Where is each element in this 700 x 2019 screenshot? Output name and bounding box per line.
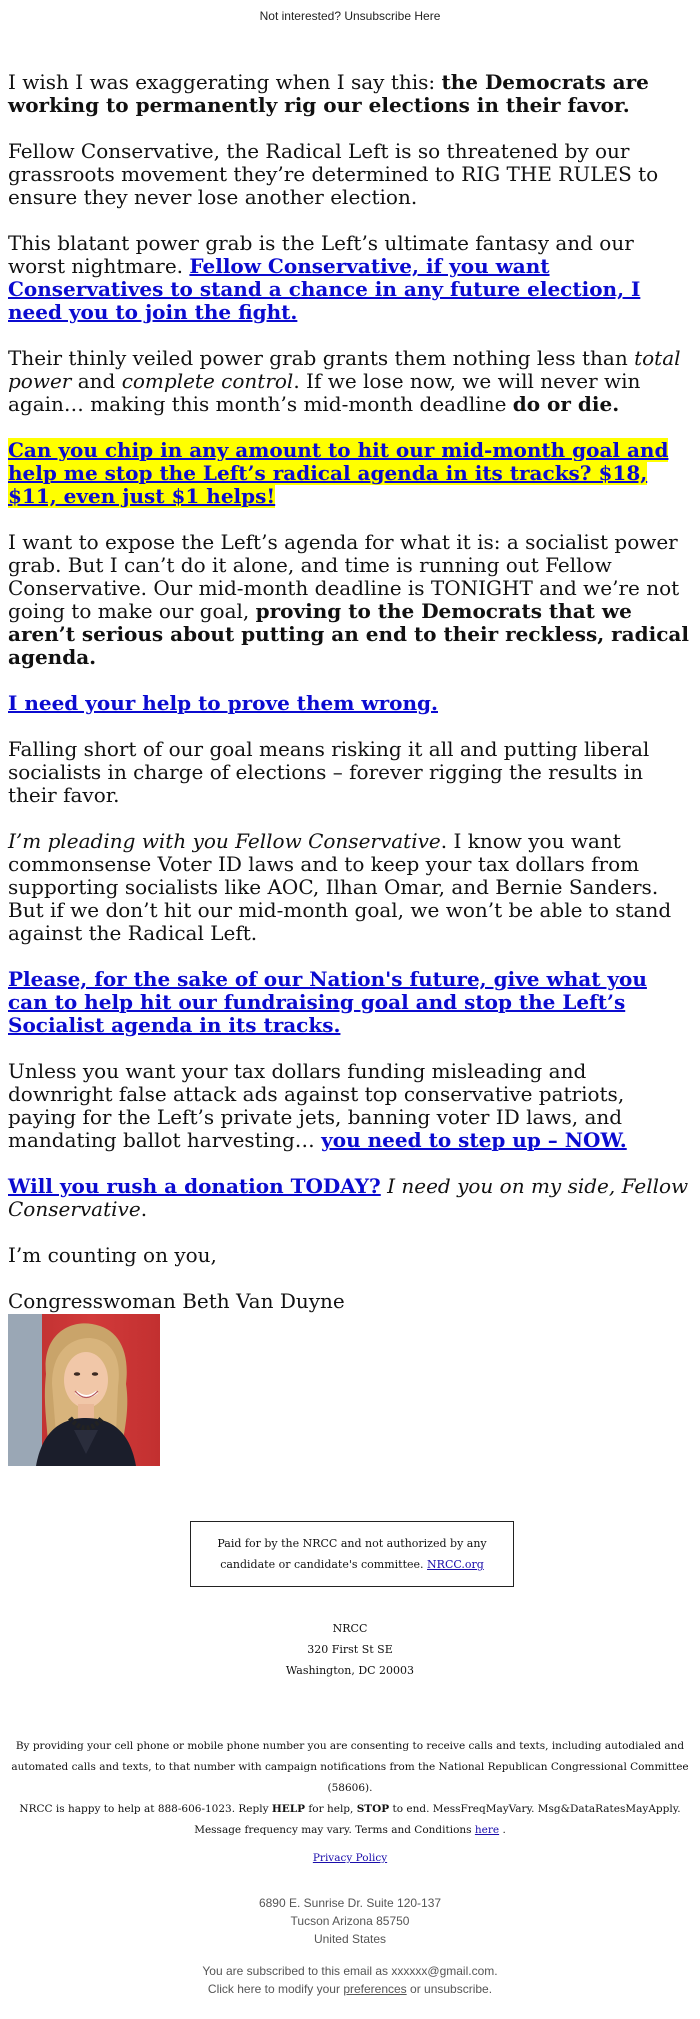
nations-future-donation-link[interactable]: Please, for the sake of our Nation's future, give what you can to help hit our fundraising goal and stop the Left’s Socialist agenda in its tracks. — [8, 967, 647, 1037]
italic-text: complete control — [121, 369, 294, 393]
terms-here-link[interactable]: here — [474, 1824, 500, 1836]
text: or unsubscribe. — [406, 1982, 493, 1996]
text: This blatant power grab is the Left’s ultimate fantasy and our worst nightmare. — [8, 231, 634, 278]
letter-body — [0, 33, 700, 1466]
preferences-link[interactable]: preferences — [343, 1982, 407, 1996]
paragraph: Falling short of our goal means risking it all and putting liberal socialists in charge of elections – forever rigging the results in their favor. — [8, 737, 650, 807]
bold-text: do or die. — [512, 392, 620, 416]
paid-for-disclaimer — [190, 1521, 514, 1587]
paragraph — [8, 439, 692, 508]
italic-text: total power — [8, 346, 681, 393]
prove-them-wrong-link[interactable]: I need your help to prove them wrong. — [8, 691, 438, 715]
bold-text: proving to the Democrats that we aren’t serious about putting an end to their reckless, radical agenda. — [8, 599, 689, 669]
italic-text: I’m pleading with you Fellow Conservative — [8, 829, 441, 853]
subscription-footer — [0, 1962, 700, 1998]
paragraph — [8, 347, 692, 416]
footer-address — [0, 1894, 700, 1948]
text: NRCC is happy to help at 888-606-1023. Reply — [19, 1803, 272, 1815]
text: . — [499, 1824, 506, 1836]
paragraph — [8, 232, 692, 324]
portrait-photo — [8, 1314, 160, 1466]
text: Click here to modify your — [207, 1982, 344, 1996]
paragraph — [8, 968, 692, 1037]
privacy-policy-link[interactable]: Privacy Policy — [312, 1852, 388, 1864]
paragraph — [8, 1060, 692, 1152]
address-line: 320 First St SE — [307, 1643, 393, 1656]
text: Their thinly veiled power grab grants them nothing less than — [8, 346, 635, 370]
rush-donation-link[interactable]: Will you rush a donation TODAY? — [8, 1174, 381, 1198]
paragraph — [8, 531, 692, 669]
bold-text: the Democrats are working to permanently rig our elections in their favor. — [8, 70, 649, 117]
help-keyword: HELP — [271, 1803, 306, 1815]
text: for help, — [305, 1803, 357, 1815]
address-line: United States — [313, 1932, 387, 1946]
sms-consent-text: By providing your cell phone or mobile phone number you are consenting to receive calls and texts, including autodialed and automated calls and texts, to that number with campaign notifications from the National Republican Congressional Committee (58606). — [11, 1740, 689, 1794]
subscribed-email-text: You are subscribed to this email as xxxxxx@gmail.com. — [202, 1964, 498, 1978]
text: . — [140, 1197, 148, 1221]
address-line: 6890 E. Sunrise Dr. Suite 120-137 — [258, 1896, 442, 1910]
paragraph — [8, 1175, 692, 1221]
privacy-section — [0, 1852, 700, 1864]
text: . If we lose now, we will never win again… making this month’s mid-month deadline — [8, 369, 641, 416]
closing-line: I’m counting on you, — [8, 1243, 217, 1267]
join-fight-link[interactable]: Fellow Conservative, if you want Conservatives to stand a chance in any future election, I need you to join the fight. — [8, 254, 641, 324]
unsubscribe-link[interactable]: Not interested? Unsubscribe Here — [259, 9, 441, 23]
sms-help-text — [6, 1799, 694, 1841]
text: to end. MessFreqMayVary. Msg&DataRatesMayApply. Message frequency may vary. Terms and Conditions — [194, 1803, 681, 1836]
nrcc-address — [0, 1618, 700, 1681]
text: and — [71, 369, 122, 393]
disclaimer-text: Paid for by the NRCC and not authorized by any candidate or candidate's committee. — [217, 1537, 487, 1571]
address-line: Washington, DC 20003 — [285, 1664, 415, 1677]
text: I want to expose the Left’s agenda for what it is: a socialist power grab. But I can’t do it alone, and time is running out Fellow Conservative. Our mid-month deadline is TONIGHT and we’re not going to make our goal, — [8, 530, 680, 623]
paragraph — [8, 692, 692, 715]
chip-in-donation-link[interactable]: Can you chip in any amount to hit our mid-month goal and help me stop the Left’s radical agenda in its tracks? $18, $11, even just $1 helps! — [8, 438, 669, 508]
address-line: Tucson Arizona 85750 — [290, 1914, 410, 1928]
modify-preferences-line — [0, 1980, 700, 1998]
paragraph: Fellow Conservative, the Radical Left is so threatened by our grassroots movement they’re determined to RIG THE RULES to ensure they never lose another election. — [8, 139, 659, 209]
signature-name: Congresswoman Beth Van Duyne — [8, 1289, 345, 1313]
paragraph — [8, 830, 692, 945]
text: . I know you want commonsense Voter ID laws and to keep your tax dollars from supporting socialists like AOC, Ilhan Omar, and Bernie Sanders. But if we don’t hit our mid-month goal, we won’t be able to stand against the Radical Left. — [8, 829, 672, 945]
italic-text: I need you on my side, Fellow Conservative — [8, 1174, 689, 1221]
address-line: NRCC — [332, 1622, 368, 1635]
step-up-link[interactable]: you need to step up – NOW. — [321, 1128, 627, 1152]
paragraph — [8, 71, 692, 117]
text: I wish I was exaggerating when I say this: — [8, 70, 442, 94]
nrcc-org-link[interactable]: NRCC.org — [427, 1558, 484, 1571]
stop-keyword: STOP — [356, 1803, 390, 1815]
text: Unless you want your tax dollars funding misleading and downright false attack ads against top conservative patriots, paying for the Left’s private jets, banning voter ID laws, and mandating ballot harvesting… — [8, 1059, 625, 1152]
